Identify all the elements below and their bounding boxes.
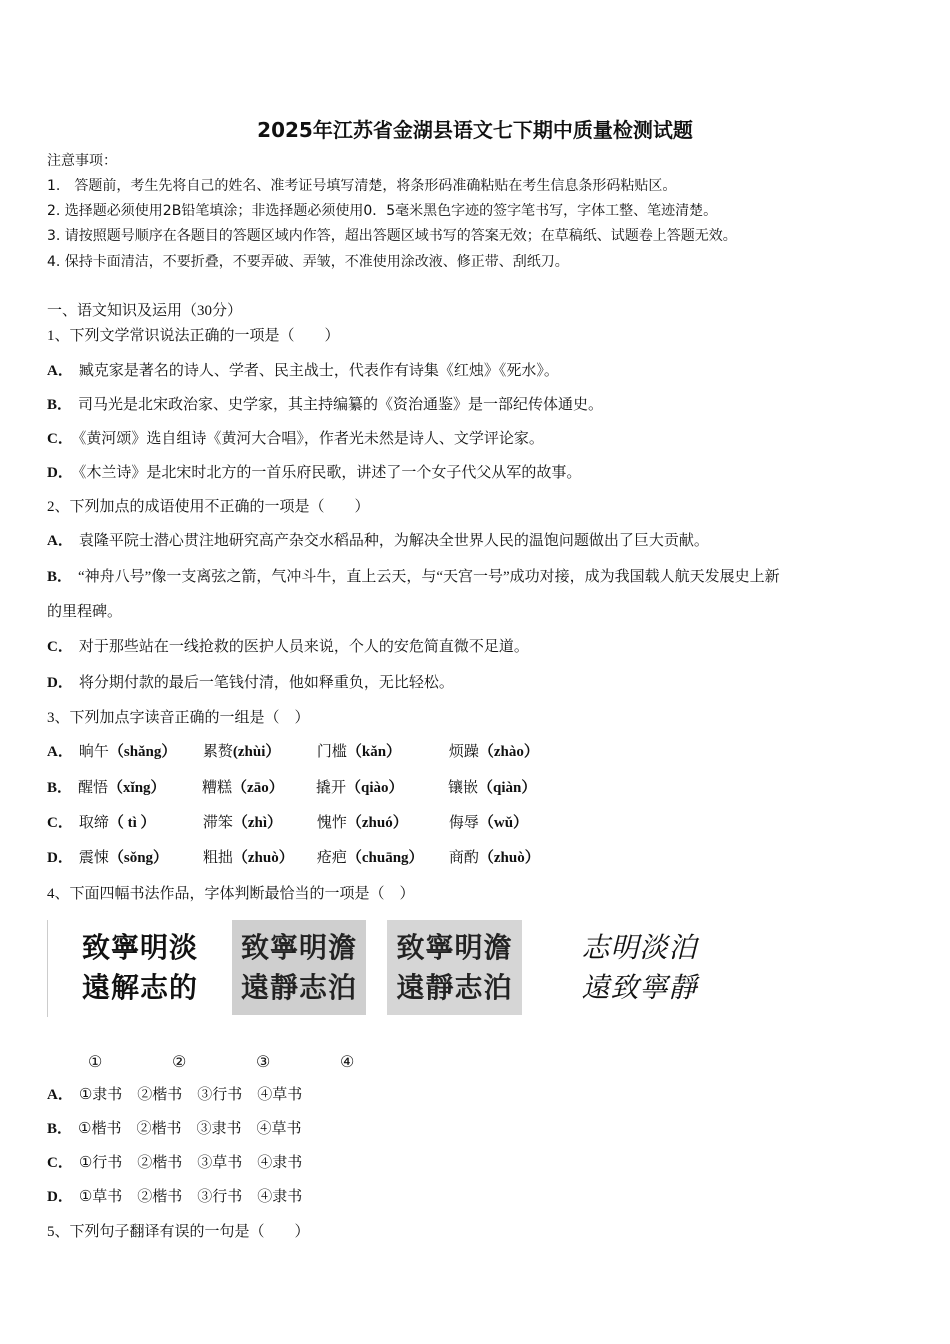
pinyin: （chuāng） xyxy=(346,850,424,866)
pinyin: （xǐng） xyxy=(108,780,166,796)
q2-option-b-continued: 的里程碑。 xyxy=(47,604,123,620)
artwork-line: 志明淡泊 xyxy=(581,930,698,964)
word: 愧怍 xyxy=(316,815,347,831)
artwork-line: 遠靜志泊 xyxy=(240,970,357,1004)
pinyin: （zāo） xyxy=(232,780,284,796)
pinyin: （qiàn） xyxy=(478,780,537,796)
artwork-number: ③ xyxy=(256,1054,271,1071)
pinyin: （wǔ） xyxy=(478,815,529,831)
artwork-line: 遠解志的 xyxy=(81,970,198,1004)
q3-option-d xyxy=(47,848,563,868)
q1-option-a xyxy=(47,361,559,381)
q3-option-b xyxy=(47,778,562,798)
option-label: A． xyxy=(47,1087,73,1103)
word: 镶嵌 xyxy=(448,780,479,796)
option-text: 臧克家是著名的诗人、学者、民主战士，代表作有诗集《红烛》《死水》。 xyxy=(78,363,559,379)
question-5-stem: 5、下列句子翻译有误的一句是（ ） xyxy=(47,1224,310,1240)
question-2-stem: 2、下列加点的成语使用不正确的一项是（ ） xyxy=(47,499,370,515)
option-label: A． xyxy=(47,744,73,760)
word: 晌午 xyxy=(78,744,109,760)
pinyin-word xyxy=(448,778,548,798)
option-text: 将分期付款的最后一笔钱付清，他如释重负，无比轻松。 xyxy=(78,675,454,691)
option-label: B． xyxy=(47,1121,73,1137)
artwork-line: 致寧明澹 xyxy=(396,930,513,964)
pinyin: （zhuò） xyxy=(232,850,294,866)
pinyin: (zhùi） xyxy=(232,744,281,760)
notes-heading: 注意事项： xyxy=(47,153,117,169)
pinyin-word xyxy=(317,848,435,868)
option-label: B． xyxy=(47,397,73,413)
page-title: 2025年江苏省金湖县语文七下期中质量检测试题 xyxy=(257,118,693,142)
pinyin-word xyxy=(202,778,302,798)
word: 门槛 xyxy=(316,744,347,760)
artwork-number: ① xyxy=(88,1054,103,1071)
calligraphy-artwork-1 xyxy=(70,920,210,1015)
option-text: 袁隆平院士潜心贯注地研究高产杂交水稻品种，为解决全世界人民的温饱问题做出了巨大贡献。 xyxy=(78,533,709,549)
q2-option-b xyxy=(47,567,780,587)
pinyin-word xyxy=(317,813,435,833)
note-item: 3. 请按照题号顺序在各题目的答题区域内作答，超出答题区域书写的答案无效；在草稿纸、试题卷上答题无效。 xyxy=(47,228,737,244)
word: 侮辱 xyxy=(448,815,479,831)
word: 滞笨 xyxy=(202,815,233,831)
q4-option-c xyxy=(47,1153,302,1173)
word: 疮疤 xyxy=(316,850,347,866)
artwork-number: ④ xyxy=(340,1054,355,1071)
word: 累赘 xyxy=(202,744,233,760)
question-1-stem: 1、下列文学常识说法正确的一项是（ ） xyxy=(47,328,340,344)
pinyin-word xyxy=(79,848,189,868)
artwork-line: 致寧明淡 xyxy=(81,930,198,964)
option-text: 《木兰诗》是北宋时北方的一首乐府民歌，讲述了一个女子代父从军的故事。 xyxy=(78,465,582,481)
calligraphy-artwork-3 xyxy=(387,920,522,1015)
pinyin-word xyxy=(316,778,434,798)
divider xyxy=(47,920,48,1017)
pinyin-word xyxy=(449,813,549,833)
pinyin: （kǎn） xyxy=(346,744,402,760)
option-label: D． xyxy=(47,1189,73,1205)
q1-option-c xyxy=(47,429,544,449)
pinyin: （qiào） xyxy=(346,780,404,796)
option-label: A． xyxy=(47,363,73,379)
q2-option-a xyxy=(47,531,709,551)
calligraphy-artwork-2 xyxy=(232,920,366,1015)
pinyin: （zhào） xyxy=(478,744,539,760)
option-text: ①草书 ②楷书 ③行书 ④隶书 xyxy=(78,1189,303,1205)
pinyin-word xyxy=(449,848,549,868)
pinyin: （ tì ） xyxy=(108,815,156,831)
question-4-stem: 4、下面四幅书法作品，字体判断最恰当的一项是（ ） xyxy=(47,886,415,902)
q1-option-d xyxy=(47,463,581,483)
word: 撬开 xyxy=(316,780,347,796)
option-label: D． xyxy=(47,675,73,691)
pinyin-word xyxy=(317,742,435,762)
artwork-line: 遠靜志泊 xyxy=(396,970,513,1004)
option-label: D． xyxy=(47,850,73,866)
word: 粗拙 xyxy=(202,850,233,866)
option-text: “神舟八号”像一支离弦之箭，气冲斗牛，直上云天，与“天宫一号”成功对接，成为我国载人航天发展史上新 xyxy=(78,569,780,585)
word: 烦躁 xyxy=(448,744,479,760)
option-text: 对于那些站在一线抢救的医护人员来说，个人的安危简直微不足道。 xyxy=(78,639,529,655)
option-label: C． xyxy=(47,1155,73,1171)
q1-option-b xyxy=(47,395,603,415)
pinyin-word xyxy=(449,742,549,762)
word: 取缔 xyxy=(78,815,109,831)
q3-option-c xyxy=(47,813,563,833)
artwork-line: 致寧明澹 xyxy=(240,930,357,964)
option-label: C． xyxy=(47,639,73,655)
pinyin-word xyxy=(203,813,303,833)
option-text: 《黄河颂》选自组诗《黄河大合唱》，作者光未然是诗人、文学评论家。 xyxy=(78,431,544,447)
word: 震悚 xyxy=(78,850,109,866)
option-text: 司马光是北宋政治家、史学家，其主持编纂的《资治通鉴》是一部纪传体通史。 xyxy=(78,397,604,413)
question-3-stem: 3、下列加点字读音正确的一组是（ ） xyxy=(47,710,310,726)
q2-option-d xyxy=(47,673,454,693)
pinyin: （zhì） xyxy=(232,815,283,831)
word: 商酌 xyxy=(448,850,479,866)
option-label: B． xyxy=(47,780,73,796)
pinyin-word xyxy=(79,813,189,833)
word: 糟糕 xyxy=(202,780,233,796)
pinyin: （sǒng） xyxy=(108,850,169,866)
option-text: ①隶书 ②楷书 ③行书 ④草书 xyxy=(78,1087,303,1103)
artwork-line: 遠致寧靜 xyxy=(581,970,698,1004)
q3-option-a xyxy=(47,742,563,762)
option-label: C． xyxy=(47,815,73,831)
option-label: D． xyxy=(47,465,73,481)
pinyin-word xyxy=(78,778,188,798)
note-item: 4. 保持卡面清洁，不要折叠，不要弄破、弄皱，不准使用涂改液、修正带、刮纸刀。 xyxy=(47,254,569,270)
q4-option-d xyxy=(47,1187,302,1207)
option-label: C． xyxy=(47,431,73,447)
pinyin: （zhuò） xyxy=(478,850,540,866)
option-label: A． xyxy=(47,533,73,549)
artwork-number: ② xyxy=(172,1054,187,1071)
word: 醒悟 xyxy=(78,780,109,796)
option-text: ①楷书 ②楷书 ③隶书 ④草书 xyxy=(78,1121,302,1137)
pinyin-word xyxy=(79,742,189,762)
pinyin-word xyxy=(203,848,303,868)
q4-option-a xyxy=(47,1085,302,1105)
option-text: ①行书 ②楷书 ③草书 ④隶书 xyxy=(78,1155,303,1171)
q2-option-c xyxy=(47,637,529,657)
q4-option-b xyxy=(47,1119,301,1139)
pinyin: （shǎng） xyxy=(108,744,177,760)
note-item: 1. 答题前，考生先将自己的姓名、准考证号填写清楚，将条形码准确粘贴在考生信息条形码粘贴区。 xyxy=(47,178,677,194)
section-heading: 一、语文知识及运用（30分） xyxy=(47,303,243,319)
pinyin: （zhuó） xyxy=(346,815,408,831)
pinyin-word xyxy=(203,742,303,762)
option-label: B． xyxy=(47,569,73,585)
calligraphy-artwork-4 xyxy=(572,920,707,1015)
note-item: 2. 选择题必须使用2B铅笔填涂；非选择题必须使用0．5毫米黑色字迹的签字笔书写，字体工整、笔迹清楚。 xyxy=(47,203,718,219)
